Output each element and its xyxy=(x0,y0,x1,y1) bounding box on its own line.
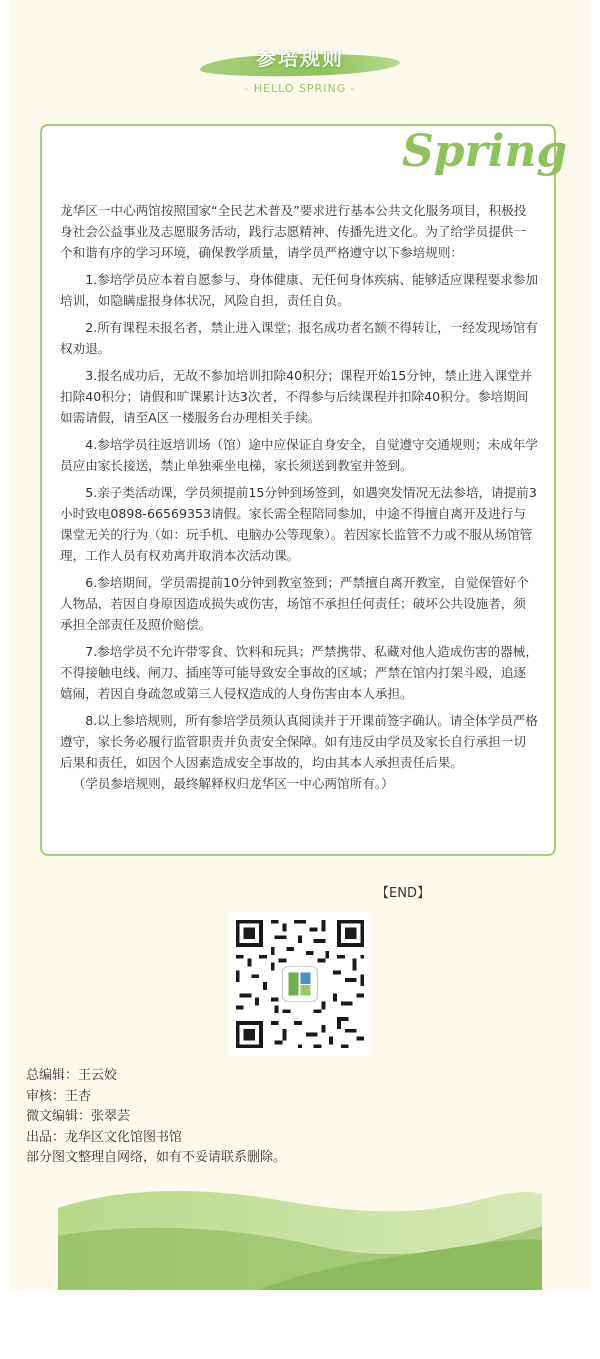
rule-item: 8.以上参培规则，所有参培学员须认真阅读并于开课前签字确认。请全体学员严格遵守，家长务必履行监管职责并负责安全保障。如有违反由学员及家长自行承担一切后果和责任，如因个人因素造成安全事故的，均由其本人承担责任后果。 xyxy=(60,713,538,770)
rule-item: 2.所有课程未报名者，禁止进入课堂；报名成功者名额不得转让，一经发现场馆有权劝退。 xyxy=(60,320,538,356)
rules-body xyxy=(60,200,538,800)
rules-closing-note: （学员参培规则，最终解释权归龙华区一中心两馆所有。） xyxy=(72,776,394,791)
rule-item: 5.亲子类活动课，学员须提前15分钟到场签到，如遇突发情况无法参培，请提前3小时致电0898-66569353请假。家长需全程陪同参加，中途不得擅自离开及进行与课堂无关的行为（如：玩手机、电脑办公等现象）。若因家长监管不力或不服从场馆管理，工作人员有权劝离并取消本次活动课。 xyxy=(60,485,537,563)
rule-item: 7.参培学员不允许带零食、饮料和玩具；严禁携带、私藏对他人造成伤害的器械，不得接触电线、闸刀、插座等可能导致安全事故的区域；严禁在馆内打架斗殴，追逐嬉闹，若因自身疏忽或第三人侵权造成的人身伤害由本人承担。 xyxy=(60,644,538,701)
svg-text:Spring: Spring xyxy=(402,126,568,177)
rules-intro: 龙华区一中心两馆按照国家“全民艺术普及”要求进行基本公共文化服务项目，积极投身社会公益事业及志愿服务活动，践行志愿精神、传播先进文化。为了给学员提供一个和谐有序的学习环境，确保教学质量，请学员严格遵守以下参培规则： xyxy=(60,203,527,260)
credit-reviewer: 审核：王杏 xyxy=(26,1088,92,1104)
rule-item: 6.参培期间，学员需提前10分钟到教室签到；严禁擅自离开教室，自觉保管好个人物品，若因自身原因造成损失或伤害，场馆不承担任何责任；破坏公共设施者，须承担全部责任及照价赔偿。 xyxy=(60,575,529,632)
credits-block xyxy=(26,1066,546,1169)
credit-producer: 出品：龙华区文化馆图书馆 xyxy=(26,1129,183,1145)
credit-wechat-editor: 微文编辑：张翠芸 xyxy=(26,1109,131,1124)
rule-item: 4.参培学员往返培训场（馆）途中应保证自身安全，自觉遵守交通规则；未成年学员应由家长接送，禁止单独乘坐电梯，家长须送到教室并签到。 xyxy=(60,437,538,473)
rules-card xyxy=(40,124,568,856)
rule-item: 3.报名成功后，无故不参加培训扣除40积分；课程开始15分钟，禁止进入课堂并扣除40积分；请假和旷课累计达3次者，不得参与后续课程并扣除40积分。参培期间如需请假，请至A区一楼服务台办理相关手续。 xyxy=(60,368,533,425)
credit-disclaimer: 部分图文整理自网络，如有不妥请联系删除。 xyxy=(26,1150,287,1165)
qr-code-icon[interactable] xyxy=(228,912,372,1056)
credit-chief-editor: 总编辑：王云姣 xyxy=(26,1068,118,1083)
green-hills-decoration xyxy=(58,1186,542,1290)
end-marker: 【END】 xyxy=(376,886,430,901)
page-subtitle: - HELLO SPRING - xyxy=(244,82,356,95)
spring-lettering-decoration xyxy=(398,118,568,188)
rule-item: 1.参培学员应本着自愿参与、身体健康、无任何身体疾病、能够适应课程要求参加培训，如隐瞒虚报身体状况，风险自担，责任自负。 xyxy=(60,272,538,308)
page-title: 参培规则 xyxy=(256,46,344,70)
title-banner xyxy=(0,34,600,82)
